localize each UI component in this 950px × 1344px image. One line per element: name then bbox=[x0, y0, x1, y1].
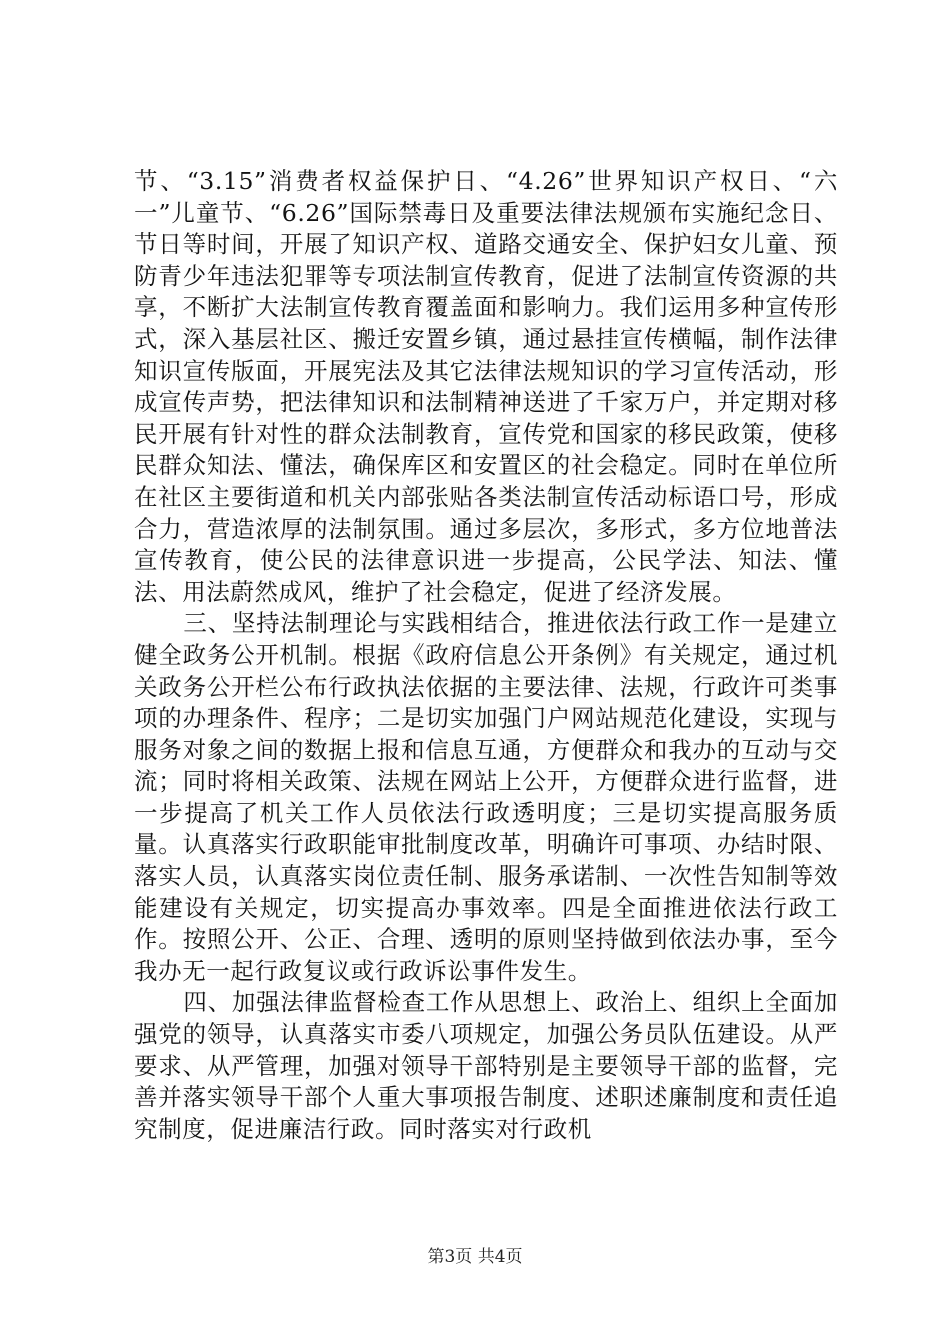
page-footer: 第3页 共4页 bbox=[427, 1247, 523, 1267]
paragraph-1: 节、“3.15”消费者权益保护日、“4.26”世界知识产权日、“六一”儿童节、“6.26”国际禁毒日及重要法律法规颁布实施纪念日、节日等时间，开展了知识产权、道路交通安全、保护妇女儿童、预防青少年违法犯罪等专项法制宣传教育，促进了法制宣传资源的共享，不断扩大法制宣传教育覆盖面和影响力。我们运用多种宣传形式，深入基层社区、搬迁安置乡镇，通过悬挂宣传横幅，制作法律知识宣传版面，开展宪法及其它法律法规知识的学习宣传活动，形成宣传声势，把法律知识和法制精神送进了千家万户，并定期对移民开展有针对性的群众法制教育，宣传党和国家的移民政策，使移民群众知法、懂法，确保库区和安置区的社会稳定。同时在单位所在社区主要街道和机关内部张贴各类法制宣传活动标语口号，形成合力，营造浓厚的法制氛围。通过多层次，多形式，多方位地普法宣传教育，使公民的法律意识进一步提高，公民学法、知法、懂法、用法蔚然成风，维护了社会稳定，促进了经济发展。 bbox=[134, 167, 838, 606]
paragraph-3: 四、加强法律监督检查工作从思想上、政治上、组织上全面加强党的领导，认真落实市委八项规定，加强公务员队伍建设。从严要求、从严管理，加强对领导干部特别是主要领导干部的监督，完善并落实领导干部个人重大事项报告制度、述职述廉制度和责任追究制度，促进廉洁行政。同时落实对行政机 bbox=[134, 988, 838, 1143]
paragraph-2: 三、坚持法制理论与实践相结合，推进依法行政工作一是建立健全政务公开机制。根据《政府信息公开条例》有关规定，通过机关政务公开栏公布行政执法依据的主要法律、法规，行政许可类事项的办理条件、程序；二是切实加强门户网站规范化建设，实现与服务对象之间的数据上报和信息互通，方便群众和我办的互动与交流；同时将相关政策、法规在网站上公开，方便群众进行监督，进一步提高了机关工作人员依法行政透明度；三是切实提高服务质量。认真落实行政职能审批制度改革，明确许可事项、办结时限、落实人员，认真落实岗位责任制、服务承诺制、一次性告知制等效能建设有关规定，切实提高办事效率。四是全面推进依法行政工作。按照公开、公正、合理、透明的原则坚持做到依法办事，至今我办无一起行政复议或行政诉讼事件发生。 bbox=[134, 609, 838, 985]
body-text bbox=[134, 166, 838, 1145]
